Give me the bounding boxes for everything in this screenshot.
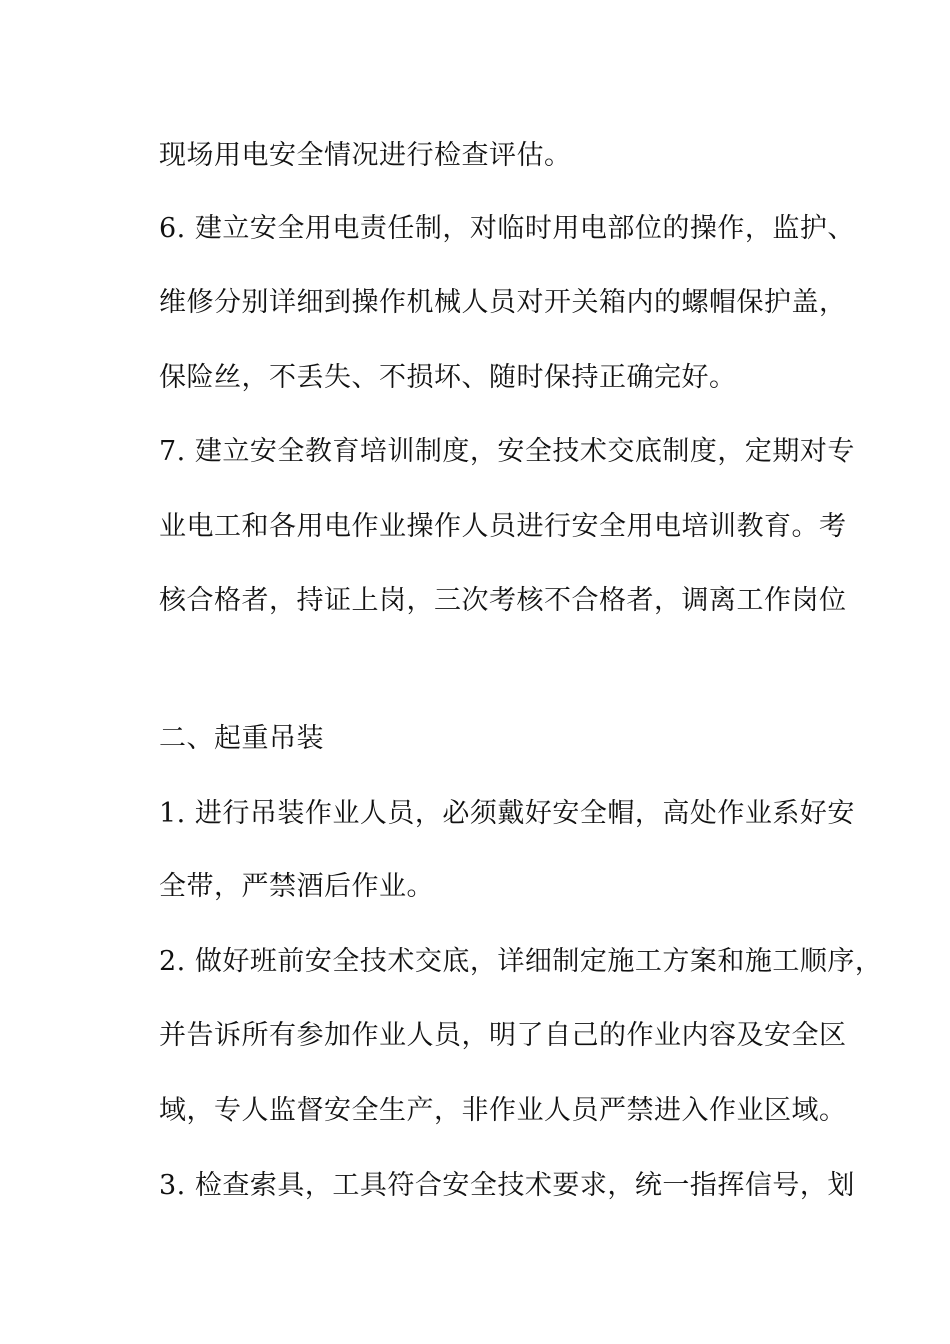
text-line: 7. 建立安全教育培训制度，安全技术交底制度，定期对专 (159, 436, 855, 467)
text-line: 现场用电安全情况进行检查评估。 (159, 140, 572, 171)
text-line: 并告诉所有参加作业人员，明了自己的作业内容及安全区 (159, 1020, 847, 1051)
text-line: 业电工和各用电作业操作人员进行安全用电培训教育。考 (159, 511, 847, 542)
text-line: 全带，严禁酒后作业。 (159, 871, 434, 902)
text-line: 维修分别详细到操作机械人员对开关箱内的螺帽保护盖， (159, 287, 847, 318)
text-line: 保险丝，不丢失、不损坏、随时保持正确完好。 (159, 362, 737, 393)
section-heading: 二、起重吊装 (159, 723, 324, 754)
text-line: 3. 检查索具，工具符合安全技术要求，统一指挥信号，划 (159, 1170, 855, 1201)
text-line: 核合格者，持证上岗，三次考核不合格者，调离工作岗位 (159, 585, 847, 616)
text-line: 2. 做好班前安全技术交底，详细制定施工方案和施工顺序， (159, 946, 883, 977)
text-line: 域，专人监督安全生产，非作业人员严禁进入作业区域。 (159, 1095, 847, 1126)
text-line: 1. 进行吊装作业人员，必须戴好安全帽，高处作业系好安 (159, 798, 855, 829)
text-line: 6. 建立安全用电责任制，对临时用电部位的操作，监护、 (159, 213, 855, 244)
